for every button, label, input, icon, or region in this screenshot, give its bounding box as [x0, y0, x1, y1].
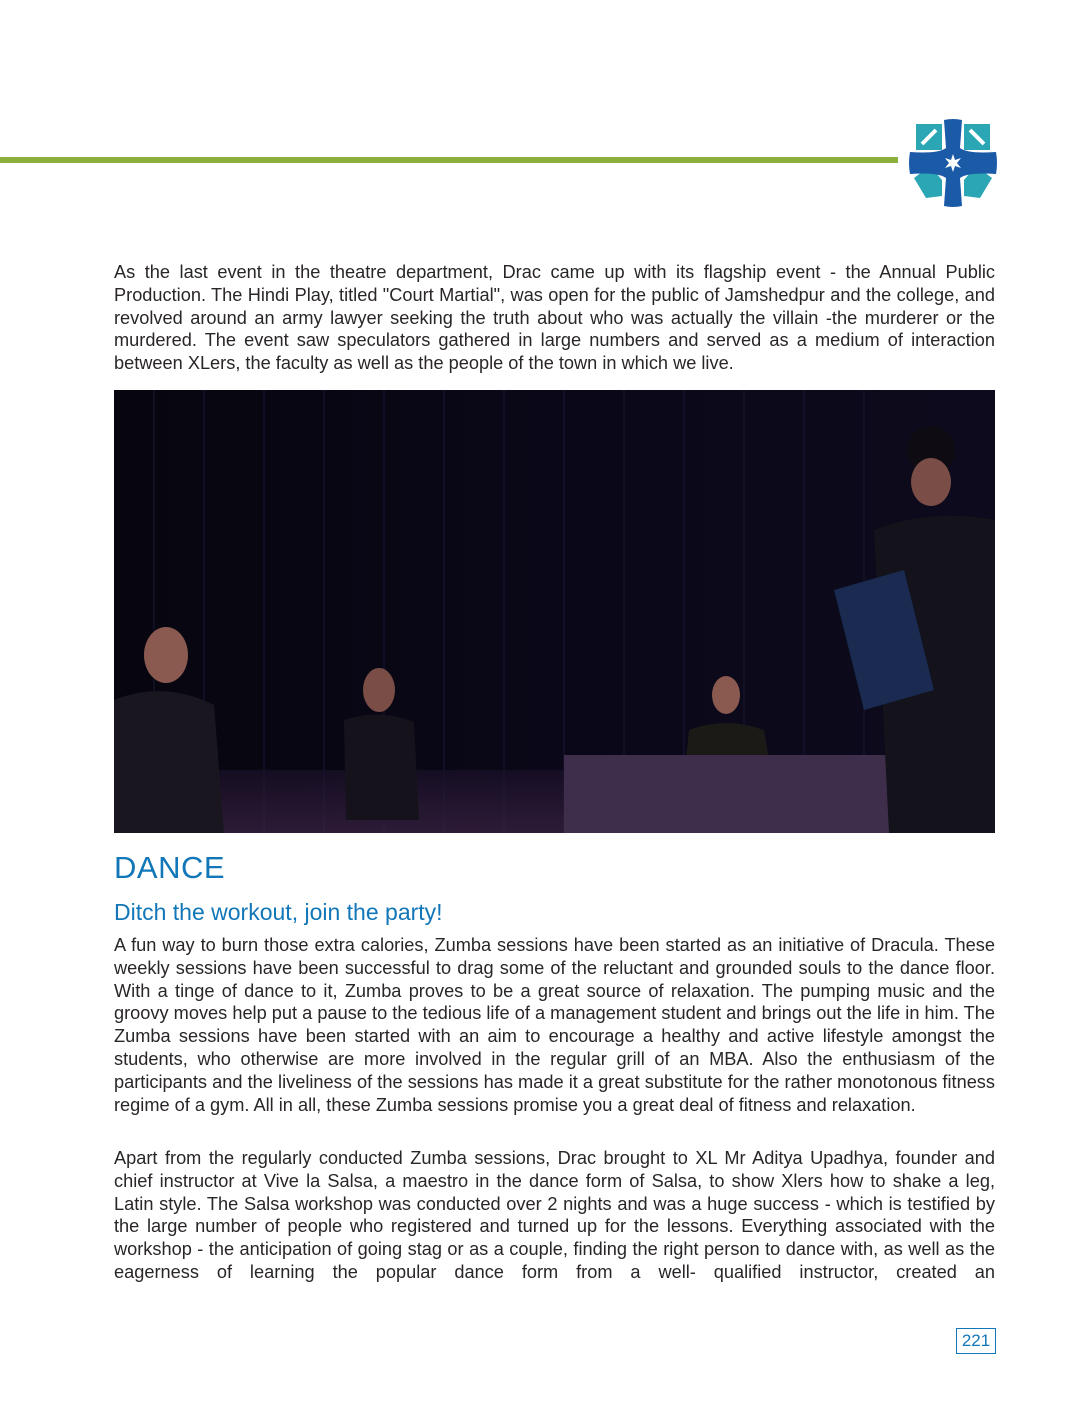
dance-paragraph-zumba: A fun way to burn those extra calories, Zumba sessions have been started as an initiative of Dracula. These weekly sessions have been successful to drag some of the reluctant and grounded souls to the dance floor. With a tinge of dance to it, Zumba proves to be a great source of relaxation. The pumping music and the groovy moves help put a pause to the tedious life of a management student and brings out the life in him. The Zumba sessions have been started with an aim to encourage a healthy and active lifestyle amongst the students, who otherwise are more involved in the regular grill of an MBA. Also the enthusiasm of the participants and the liveliness of the sessions has made it a great substitute for the rather monotonous fitness regime of a gym. All in all, these Zumba sessions promise you a great deal of fitness and relaxation. [114, 935, 995, 1115]
stage-play-photo [114, 390, 995, 833]
section-subheading: Ditch the workout, join the party! [114, 899, 443, 925]
dance-paragraph-salsa: Apart from the regularly conducted Zumba sessions, Drac brought to XL Mr Aditya Upadhya, founder and chief instructor at Vive la Salsa, a maestro in the dance form of Salsa, to show Xlers how to shake a leg, Latin style. The Salsa workshop was conducted over 2 nights and was a huge success - which is testified by the large number of people who registered and turned up for the lessons. Everything associated with the workshop - the anticipation of going stag or as a couple, finding the right person to dance with, as well as the eagerness of learning the popular dance form from a well- qualified instructor, created an [114, 1148, 995, 1282]
cross-emblem-icon [908, 118, 998, 208]
section-heading-dance: DANCE [114, 850, 226, 885]
theatre-paragraph: As the last event in the theatre department, Drac came up with its flagship event - the Annual Public Production. The Hindi Play, titled "Court Martial", was open for the public of Jamshedpur and the college, and revolved around an army lawyer seeking the truth about who was actually the villain -the murderer or the murdered. The event saw speculators gathered in large numbers and served as a medium of interaction between XLers, the faculty as well as the people of the town in which we live. [114, 262, 995, 374]
header-rule [0, 157, 898, 163]
page-number: 221 [956, 1328, 996, 1354]
